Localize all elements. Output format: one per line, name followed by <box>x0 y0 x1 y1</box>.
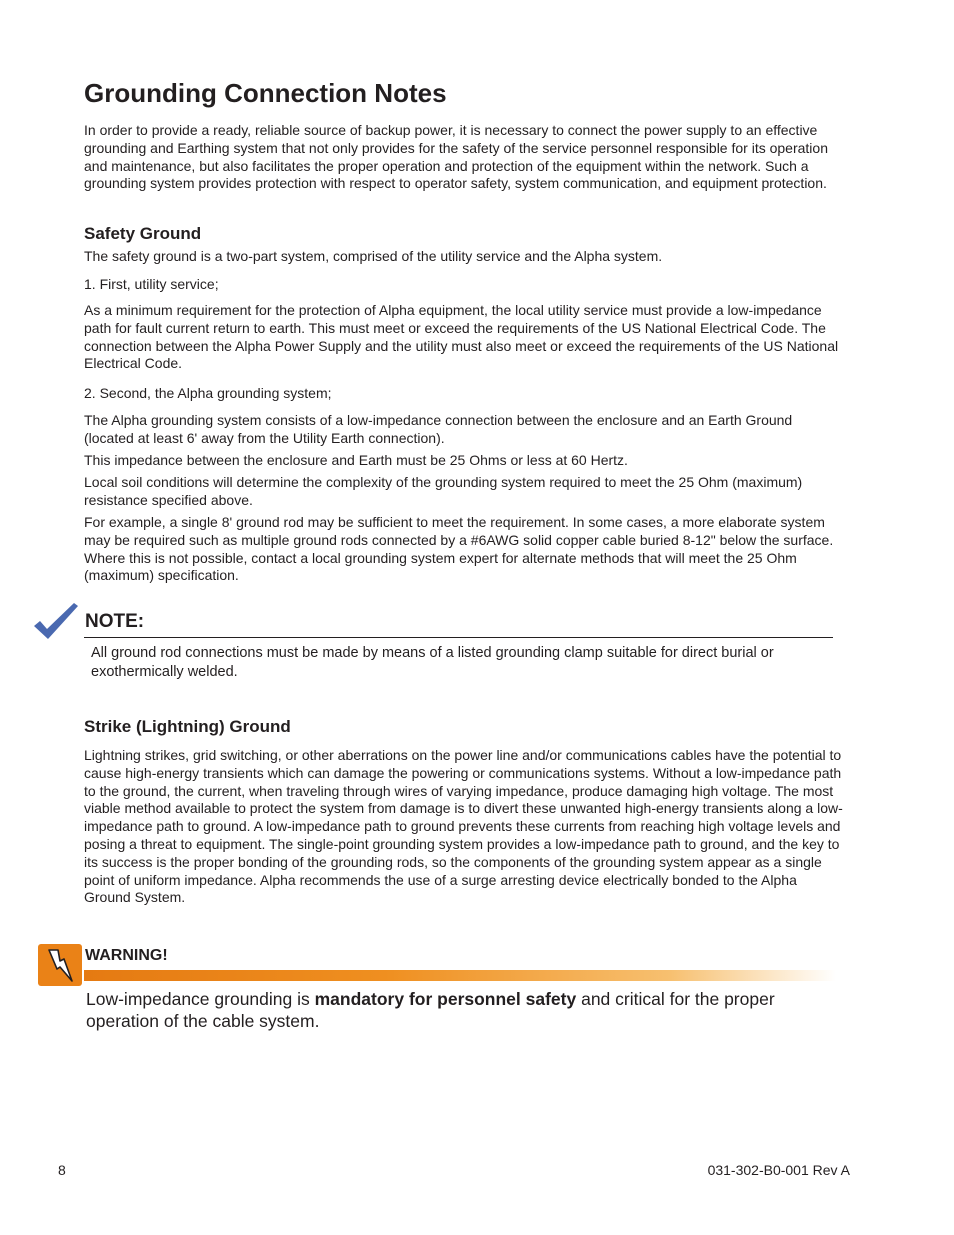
warning-text-pre: Low-impedance grounding is <box>86 989 315 1009</box>
safety-paragraph-2: As a minimum requirement for the protection of Alpha equipment, the local utility service must provide a low-impedance path for fault current return to earth. This must meet or exceed the requirements of the US National Electrical Code. The connection between the Alpha Power Supply and the utility must also meet or exceed the requirements of the US National Electrical Code. <box>84 302 839 372</box>
warning-text-post: and critical for the proper operation of the cable system. <box>86 989 775 1031</box>
document-id: 031-302-B0-001 Rev A <box>707 1162 850 1178</box>
safety-paragraph-3: The Alpha grounding system consists of a low-impedance connection between the enclosure and an Earth Ground (located at least 6' away from the Utility Earth connection). <box>84 412 793 446</box>
safety-paragraph-4: This impedance between the enclosure and Earth must be 25 Ohms or less at 60 Hertz. <box>84 452 628 468</box>
page-number: 8 <box>58 1162 66 1178</box>
safety-paragraph-6: For example, a single 8' ground rod may be sufficient to meet the requirement. In some cases, a more elaborate system may be required such as multiple ground rods connected by a #6AWG solid copper cable buried 8-12" below the surface. Where this is not possible, contact a local grounding system expert for alternate methods that will meet the 25 Ohm (maximum) specification. <box>84 514 834 584</box>
strike-ground-heading: Strike (Lightning) Ground <box>84 717 291 736</box>
lightning-bolt-icon <box>38 944 82 986</box>
intro-paragraph: In order to provide a ready, reliable source of backup power, it is necessary to connect the power supply to an effective grounding and Earthing system that not only provides for the safety of the service personnel responsible for its operation and maintenance, but also facilitates the proper operation and protection of the equipment within the network. Such a grounding system provides protection with respect to operator safety, system communication, and equipment protection. <box>84 122 828 192</box>
strike-paragraph: Lightning strikes, grid switching, or other aberrations on the power line and/or communications cables have the potential to cause high-energy transients which can damage the powering or communications systems. Without a low-impedance path to the ground, the current, when traveling through wires of varying impedance, produce damaging high voltage. The most viable method available to protect the system from damage is to divert these unwanted high-energy transients along a low-impedance path to ground. A low-impedance path to ground prevents these currents from reaching high voltage levels and posing a threat to equipment. The single-point grounding system provides a low-impedance path to ground, and the key to its success is the proper bonding of the grounding rods, so the components of the grounding system appear as a single point of uniform impedance. Alpha recommends the use of a surge arresting device electrically bonded to the Alpha Ground System. <box>84 747 843 906</box>
safety-step-1: 1. First, utility service; <box>84 276 219 292</box>
safety-step-2: 2. Second, the Alpha grounding system; <box>84 385 332 401</box>
warning-heading: WARNING! <box>85 947 168 964</box>
safety-paragraph-5: Local soil conditions will determine the complexity of the grounding system required to meet the 25 Ohm (maximum) resistance specified above. <box>84 474 803 508</box>
warning-divider <box>84 970 836 981</box>
note-text: All ground rod connections must be made by means of a listed grounding clamp suitable for direct burial or exothermically welded. <box>91 645 774 680</box>
note-divider <box>84 637 833 638</box>
warning-text-bold: mandatory for personnel safety <box>314 989 577 1009</box>
safety-ground-heading: Safety Ground <box>84 224 202 243</box>
warning-text <box>86 988 846 1032</box>
safety-paragraph-1: The safety ground is a two-part system, comprised of the utility service and the Alpha system. <box>84 248 663 264</box>
note-heading: NOTE: <box>85 611 145 632</box>
checkmark-icon <box>32 602 80 640</box>
page-title: Grounding Connection Notes <box>84 78 447 108</box>
